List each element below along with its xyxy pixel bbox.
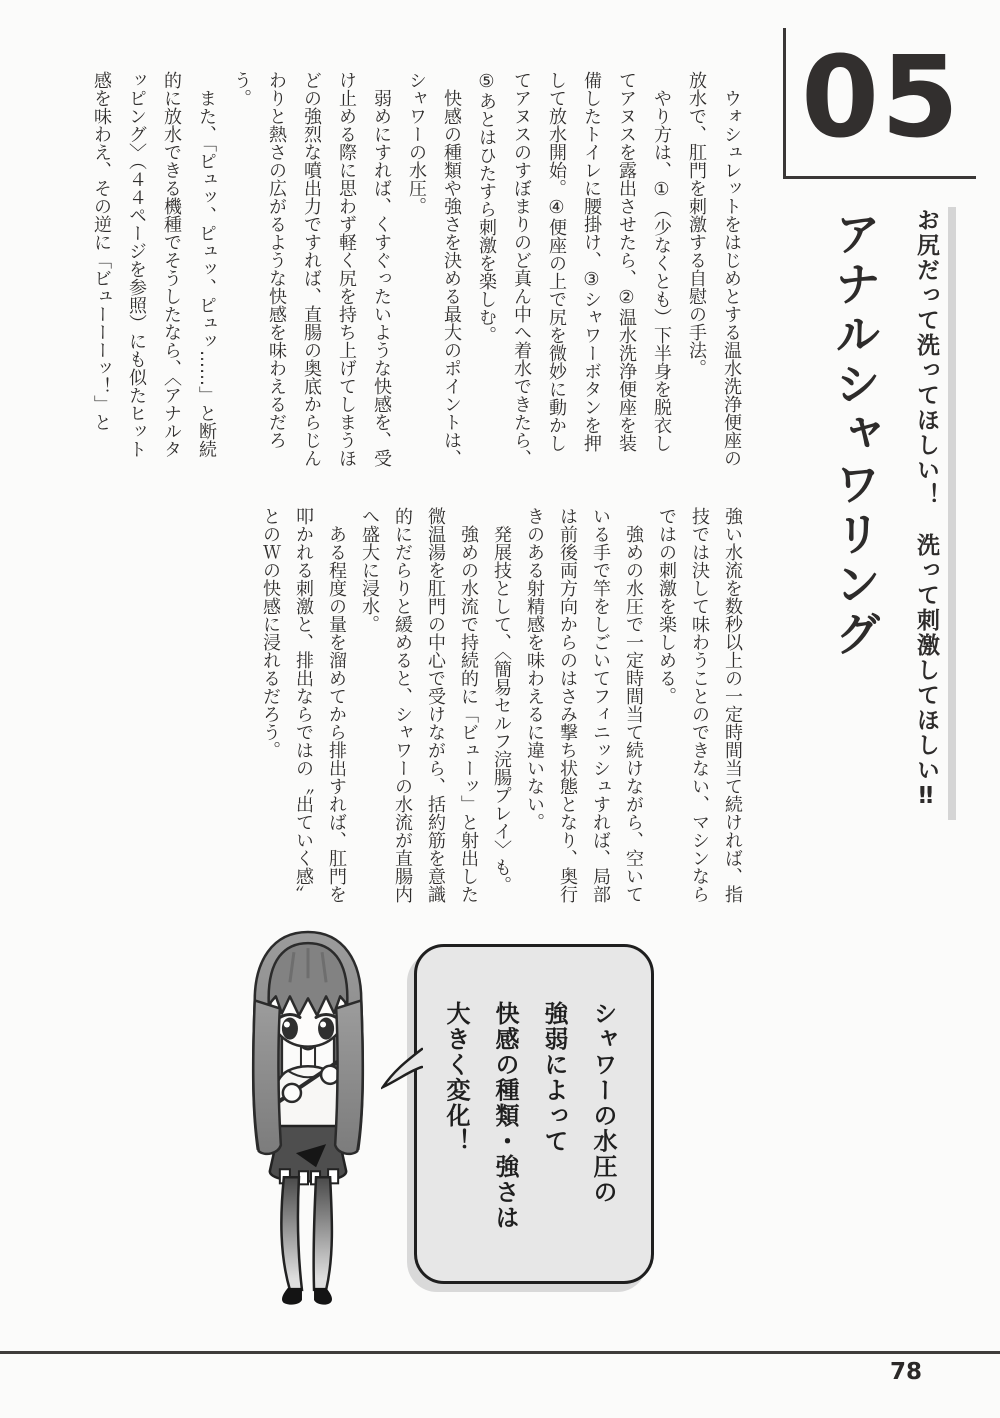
chapter-number: 05 [801,33,961,163]
paragraph: 快感の種類や強さを決める最大のポイントは、シャワーの水圧。 [406,71,462,467]
body-text-block-1 [84,71,749,468]
chibi-girl-illustration [240,924,376,1314]
paragraph: やり方は、①（少なくとも）下半身を脱衣してアヌスを露出させたら、②温水洗浄便座を装備したトイレに腰掛け、③シャワーボタンを押して放水開始。④便座の上で尻を微妙に動かしてアヌスのすぼまりのど真ん中へ着水できたら、⑤あとはひたすら刺激を楽しむ。 [476,71,672,467]
subtitle-accent-bar [948,207,956,820]
paragraph: ある程度の量を溜めてから排出すれば、肛門を叩かれる刺激と、排出ならではの〝出ていく感〟とのＷの快感に浸れるだろう。 [260,507,347,903]
hair-lock [335,1000,363,1153]
bubble-line: 大きく変化！ [442,1001,470,1154]
hair-lock [253,1000,281,1153]
chapter-title: アナルシャワリング [828,210,882,660]
paragraph: ウォシュレットをはじめとする温水洗浄便座の放水で、肛門を刺激する自慰の手法。 [686,71,742,467]
garter-tab [299,1171,308,1184]
chapter-number-box [783,28,976,179]
paragraph: 強めの水圧で一定時間当て続けながら、空いている手で竿をしごいてフィニッシュすれば、局部は前後両方向からのはさみ撃ち状態となり、奥行きのある射精感を味わえるに違いない。 [524,507,644,903]
chapter-subtitle: お尻だって洗ってほしい！ 洗って刺激してほしい‼ [913,208,939,811]
eye [318,1017,334,1039]
paragraph: また、「ピュッ、ピュッ、ピュッ……」と断続的に放水できる機種でそうしたなら、〈アナルタッピング〉（４４ページを参照）にも似たヒット感を味わえ、その逆に「ビューーーッ！」と [91,71,217,458]
hand [283,1084,301,1102]
page-number: 78 [889,1359,922,1385]
speech-bubble-text [431,1001,627,1246]
footer-rule [0,1351,1000,1354]
bubble-line: 強弱によって [540,1001,568,1154]
speech-bubble [414,944,654,1284]
paragraph: 弱めにすれば、くすぐったいような快感を、受け止める際に思わず軽く尻を持ち上げてしまうほどの強烈な噴出力ですれば、直腸の奥底からじんわりと熱さの広がるような快感を味わえるだろう。 [231,71,392,467]
paragraph: 強い水流を数秒以上の一定時間当て続ければ、指技では決して味わうことのできない、マシンならではの刺激を楽しめる。 [656,507,743,903]
shoe [282,1288,302,1305]
speech-bubble-tail [381,1046,423,1098]
leg [281,1177,302,1290]
eye [282,1017,298,1039]
paragraph: 発展技として、〈簡易セルフ浣腸プレイ〉も。 [491,525,512,894]
bubble-line: シャワーの水圧の [589,1001,617,1205]
shoe [314,1288,332,1305]
body-text-block-2 [254,507,749,904]
bubble-line: 快感の種類・強さは [491,1001,519,1231]
leg [314,1177,332,1290]
paragraph: 強めの水流で持続的に「ビューッ」と射出した微温湯を肛門の中心で受けながら、括約筋を意識的にだらりと緩めると、シャワーの水流が直腸内へ盛大に浸水。 [359,507,479,903]
